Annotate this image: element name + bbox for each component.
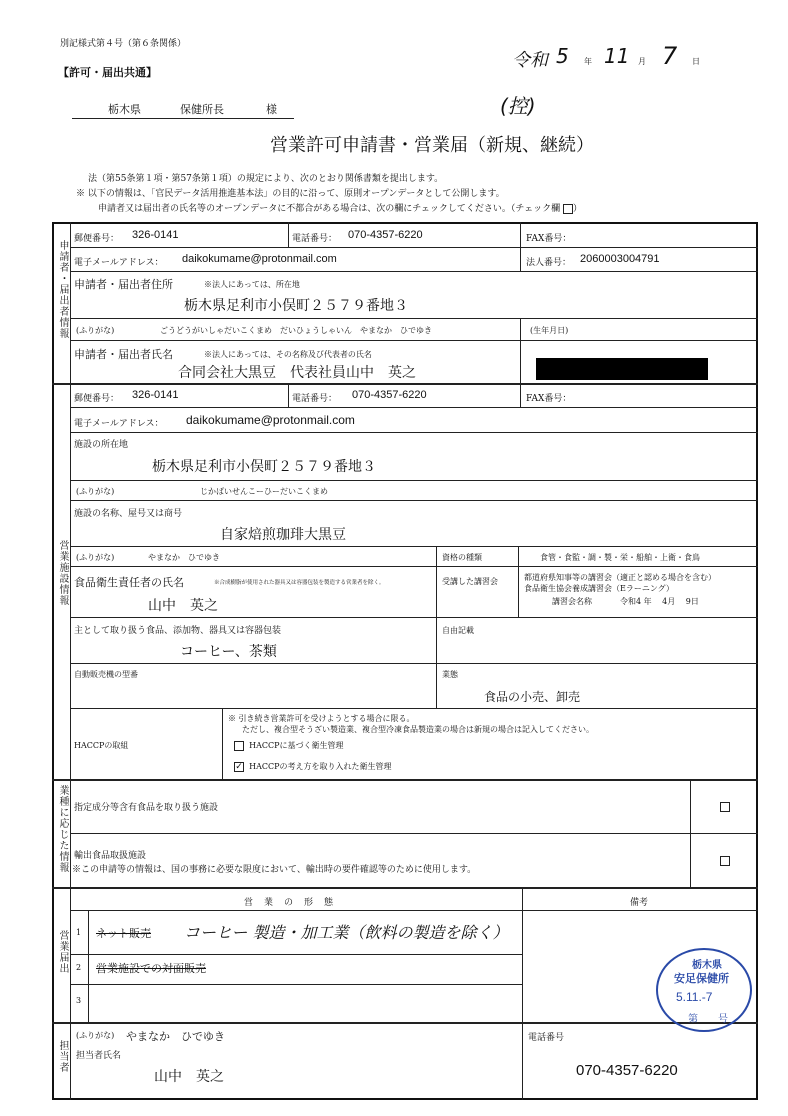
- row-line: [70, 663, 758, 664]
- facility-phone-value: 070-4357-6220: [352, 389, 427, 401]
- row-line: [70, 546, 758, 547]
- products-label: 主として取り扱う食品、添加物、器具又は容器包装: [74, 626, 282, 636]
- notice-row-1-struck: ネット販売: [96, 927, 151, 940]
- col-line: [222, 708, 223, 779]
- row-line: [70, 566, 758, 567]
- form-category: 【許可・届出共通】: [58, 66, 157, 79]
- business-form-value: 食品の小売、卸売: [484, 690, 581, 704]
- sep-applicant-facility: [52, 383, 758, 385]
- facility-location-value: 栃木県足利市小俣町２５７９番地３: [152, 459, 376, 475]
- manager-furigana-label: (ふりがな): [76, 553, 115, 562]
- applicant-corp-value: 2060003004791: [580, 253, 660, 265]
- col-line: [520, 383, 521, 407]
- facility-furigana-label: (ふりがな): [76, 487, 115, 496]
- haccp-option-2[interactable]: ✓ HACCPの考え方を取り入れた衛生管理: [235, 762, 392, 772]
- facility-email-label: 電子メールアドレス：: [74, 419, 164, 429]
- applicant-email-value: daikokumame@protonmail.com: [182, 253, 337, 265]
- contact-name-value: 山中 英之: [154, 1069, 224, 1085]
- col-line: [690, 779, 691, 887]
- notice-form-header: 営 業 の 形 態: [244, 898, 335, 908]
- applicant-furigana-value: ごうどうがいしゃだいこくまめ だいひょうしゃいん やまなか ひでゆき: [160, 326, 432, 335]
- stamp-line-3: 5.11.-7: [676, 990, 713, 1004]
- opendata-checkbox[interactable]: [563, 204, 573, 214]
- addressee-pref: 栃木県: [108, 103, 141, 116]
- sep-notice-contact: [52, 1022, 758, 1024]
- qualification-label: 資格の種類: [442, 553, 482, 562]
- applicant-name-label: 申請者・届出者氏名: [74, 348, 173, 361]
- row-line: [70, 500, 758, 501]
- notice-remarks-header: 備考: [630, 898, 649, 908]
- haccp-option-1-checkbox[interactable]: [234, 741, 244, 751]
- row-line: [70, 984, 522, 985]
- applicant-birth-label: (生年月日): [530, 326, 569, 335]
- section-applicant-label: 申請者・届出者情報: [57, 240, 68, 339]
- date-day: 7: [662, 42, 678, 70]
- intro-line-2: ※ 以下の情報は、「官民データ活用推進基本法」の目的に沿って、原則オープンデータとして公開します。: [76, 189, 505, 199]
- export-facility-checkbox[interactable]: [720, 856, 730, 866]
- stamp-line-4: 第 号: [688, 1014, 728, 1025]
- col-line: [88, 910, 89, 1022]
- applicant-furigana-label: (ふりがな): [76, 326, 115, 335]
- section-contact-label: 担当者: [57, 1040, 68, 1073]
- col-line: [518, 546, 519, 617]
- designated-ingredient-label: 指定成分等含有食品を取り扱う施設: [74, 803, 219, 813]
- notice-row-3-no: 3: [76, 996, 82, 1005]
- export-facility-note: ※この申請等の情報は、国の事務に必要な限度において、輸出時の要件確認等のために使用します。: [72, 865, 477, 875]
- reception-stamp: [656, 948, 752, 1032]
- notice-row-1-handwritten: コーヒー 製造・加工業（飲料の製造を除く）: [184, 923, 509, 942]
- facility-shopname-label: 施設の名称、屋号又は商号: [74, 509, 183, 519]
- contact-furigana-value: やまなか ひでゆき: [126, 1030, 225, 1043]
- applicant-email-label: 電子メールアドレス：: [74, 258, 164, 268]
- col-line: [436, 546, 437, 708]
- manager-furigana-value: やまなか ひでゆき: [148, 553, 220, 562]
- row-line: [70, 708, 758, 709]
- vending-label: 自動販売機の型番: [74, 670, 138, 679]
- applicant-fax-label: FAX番号：: [526, 234, 572, 244]
- date-month-unit: 月: [638, 57, 646, 66]
- manager-name-note: ※合成樹脂が使用された器具又は容器包装を製造する営業者を除く。: [214, 580, 385, 586]
- date-era: 令和: [512, 50, 548, 71]
- col-line: [522, 887, 523, 1022]
- haccp-option-1[interactable]: HACCPに基づく衛生管理: [234, 740, 343, 751]
- row-line: [70, 432, 758, 433]
- applicant-address-label: 申請者・届出者住所: [74, 278, 173, 291]
- page-title: 営業許可申請書・営業届（新規、継続）: [270, 135, 594, 156]
- contact-furigana-label: (ふりがな): [76, 1031, 115, 1040]
- stamp-line-1: 栃木県: [692, 960, 722, 971]
- facility-postal-value: 326-0141: [132, 389, 179, 401]
- row-line: [70, 910, 758, 911]
- haccp-note-1: ※ 引き続き営業許可を受けようとする場合に限る。: [228, 714, 415, 723]
- products-value: コーヒー、茶類: [180, 644, 277, 660]
- date-year: 5: [556, 44, 569, 68]
- facility-furigana-value: じかばいせんこーひーだいこくまめ: [200, 487, 328, 496]
- intro-line-1: 法（第55条第１項・第57条第１項）の規定により、次のとおり関係書類を提出します。: [88, 174, 444, 184]
- applicant-name-value: 合同会社大黒豆 代表社員山中 英之: [178, 365, 416, 381]
- notice-row-2-no: 2: [76, 963, 82, 972]
- applicant-corp-label: 法人番号：: [526, 258, 572, 268]
- applicant-address-value: 栃木県足利市小俣町２５７９番地３: [184, 298, 408, 314]
- intro-line-3: 申請者又は届出者の氏名等のオープンデータに不都合がある場合は、次の欄にチェックしてください。（チェック欄 ）: [98, 204, 583, 214]
- row-line: [70, 617, 758, 618]
- facility-fax-label: FAX番号：: [526, 394, 572, 404]
- course-line-1: 都道府県知事等の講習会（適正と認める場合を含む）: [524, 573, 716, 582]
- sep-type-notice: [52, 887, 758, 889]
- col-line: [520, 222, 521, 271]
- applicant-name-note: ※法人にあっては、その名称及び代表者の氏名: [204, 350, 372, 359]
- facility-phone-label: 電話番号：: [292, 394, 338, 404]
- facility-location-label: 施設の所在地: [74, 440, 129, 450]
- contact-name-label: 担当者氏名: [76, 1051, 122, 1061]
- inspection-label: 自由記載: [442, 626, 474, 635]
- row-line: [70, 480, 758, 481]
- course-label: 受講した講習会: [442, 577, 498, 586]
- notice-row-1-no: 1: [76, 928, 82, 937]
- row-line: [70, 407, 758, 408]
- row-line: [70, 340, 758, 341]
- section-notice-label: 営業届出: [57, 930, 68, 974]
- haccp-note-2: ただし、複合型そうざい製造業、複合型冷凍食品製造業の場合は新規の場合は記入してください。: [242, 725, 594, 734]
- row-line: [70, 271, 758, 272]
- row-line: [70, 954, 522, 955]
- haccp-label: HACCPの取組: [74, 741, 129, 750]
- applicant-phone-label: 電話番号：: [292, 234, 338, 244]
- copy-mark: (控): [500, 94, 536, 118]
- course-line-2: 食品衛生協会養成講習会（Eラーニング）: [524, 584, 674, 593]
- stamp-line-2: 安足保健所: [674, 972, 729, 985]
- facility-email-value: daikokumame@protonmail.com: [186, 413, 355, 427]
- course-name-label: 講習会名称: [552, 597, 592, 606]
- addressee-honorific: 様: [266, 103, 277, 116]
- haccp-option-2-checkbox[interactable]: ✓: [235, 762, 243, 772]
- manager-name-label: 食品衛生責任者の氏名: [74, 576, 184, 589]
- contact-phone-label: 電話番号: [528, 1033, 565, 1043]
- date-month: 11: [604, 44, 630, 68]
- contact-phone-value: 070-4357-6220: [576, 1062, 678, 1079]
- col-line: [520, 318, 521, 383]
- row-line: [70, 247, 758, 248]
- applicant-phone-value: 070-4357-6220: [348, 229, 423, 241]
- export-facility-label: 輸出食品取扱施設: [74, 851, 147, 861]
- business-form-label: 業態: [442, 670, 458, 679]
- qualification-value: 食管・食監・調・製・栄・船舶・上衛・食鳥: [540, 553, 700, 562]
- designated-ingredient-checkbox[interactable]: [720, 802, 730, 812]
- date-day-unit: 日: [692, 57, 700, 66]
- facility-postal-label: 郵便番号：: [74, 394, 120, 404]
- form-number: 別記様式第４号（第６条関係）: [60, 39, 187, 49]
- applicant-postal-value: 326-0141: [132, 229, 179, 241]
- addressee-underline: [72, 118, 294, 119]
- col-line: [288, 222, 289, 247]
- section-facility-label: 営業施設情報: [57, 540, 68, 606]
- facility-shopname-value: 自家焙煎珈琲大黒豆: [220, 527, 346, 543]
- addressee-title: 保健所長: [180, 103, 224, 116]
- col-line: [288, 383, 289, 407]
- row-line: [70, 833, 758, 834]
- section-column-divider: [70, 222, 71, 1100]
- section-business-type-label: 業種に応じた情報: [57, 785, 68, 873]
- applicant-address-note: ※法人にあっては、所在地: [204, 280, 300, 289]
- course-date-value: 令和4 年 4月 9日: [620, 597, 699, 606]
- date-year-unit: 年: [584, 57, 592, 66]
- birthdate-redaction: [536, 358, 708, 380]
- notice-row-2-struck: 営業施設での対面販売: [96, 962, 206, 975]
- col-line: [522, 1022, 523, 1100]
- applicant-postal-label: 郵便番号：: [74, 234, 120, 244]
- row-line: [70, 318, 758, 319]
- manager-name-value: 山中 英之: [148, 598, 218, 614]
- sep-facility-type: [52, 779, 758, 781]
